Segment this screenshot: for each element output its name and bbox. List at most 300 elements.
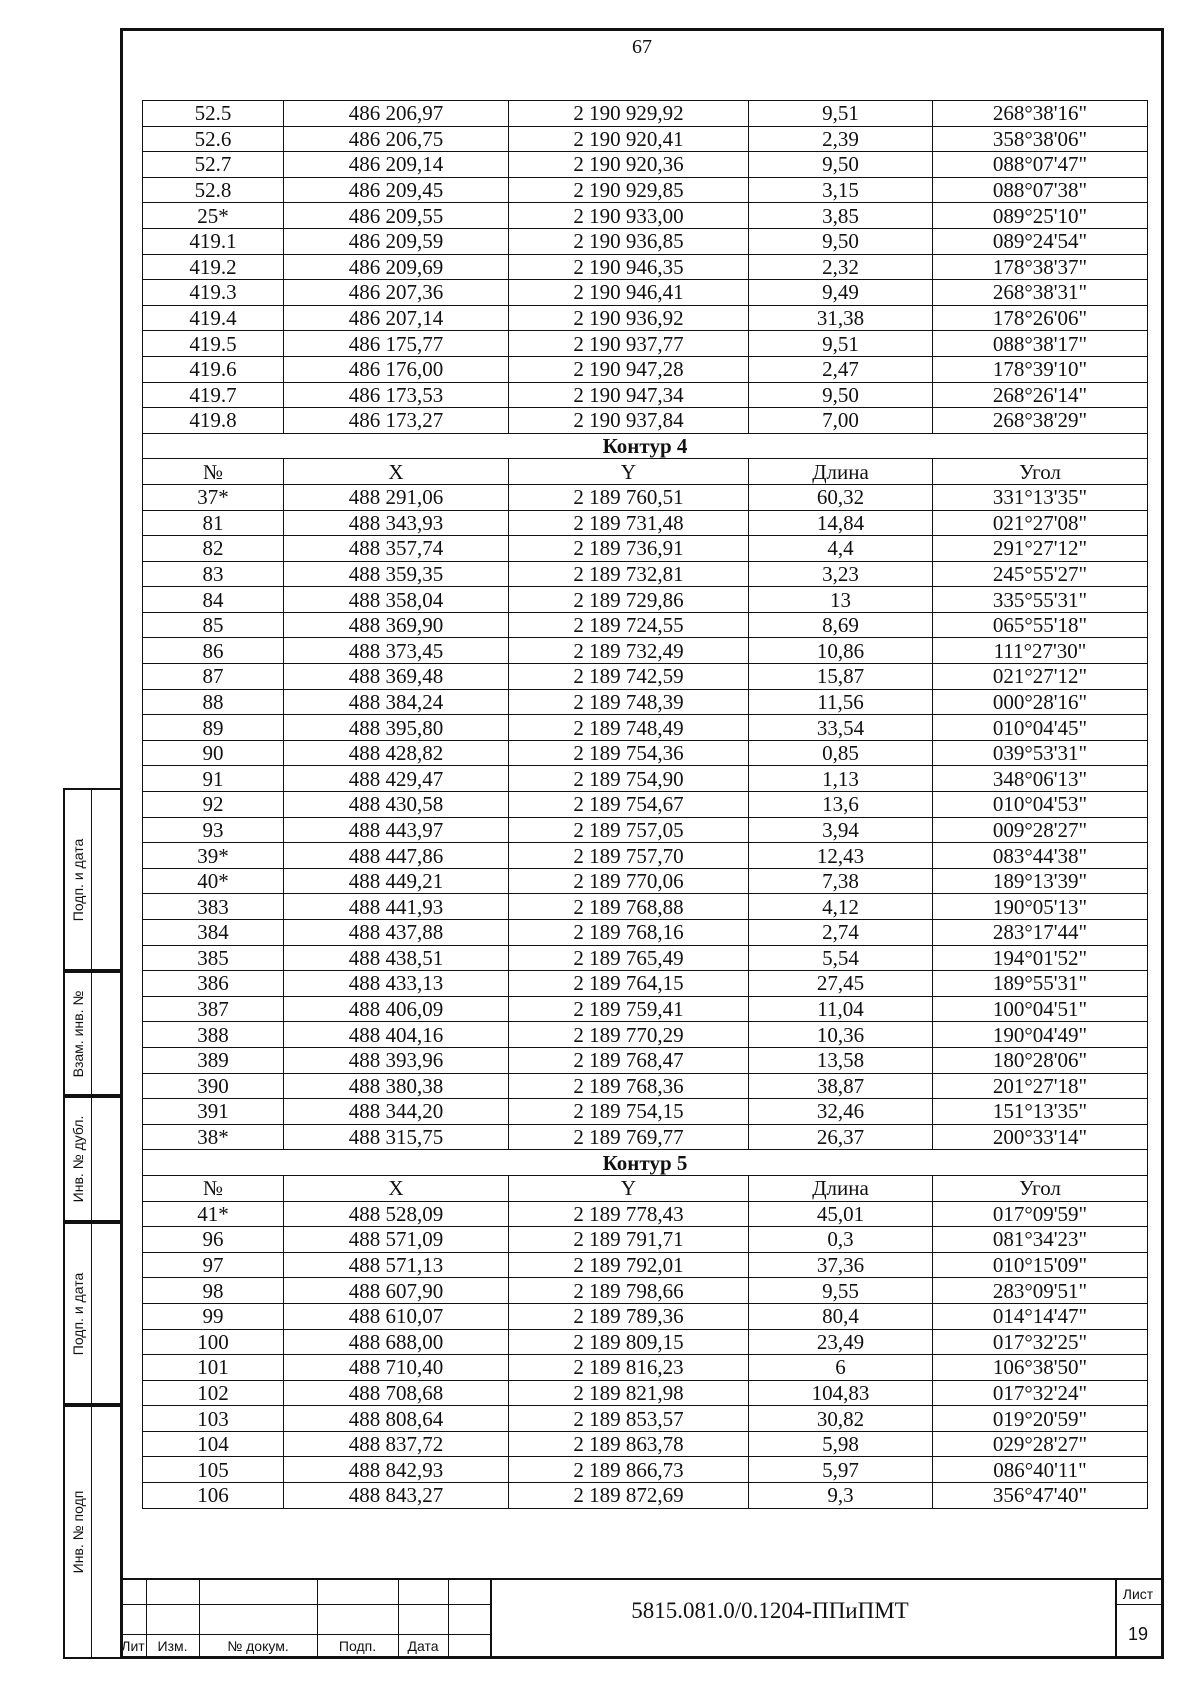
y-coordinate: 2 189 754,67	[509, 792, 749, 818]
length: 23,49	[749, 1329, 933, 1355]
point-number: 52.6	[143, 126, 284, 152]
y-coordinate: 2 189 770,06	[509, 868, 749, 894]
x-coordinate: 488 610,07	[284, 1303, 509, 1329]
x-coordinate: 488 369,90	[284, 612, 509, 638]
angle: 189°13'39"	[933, 868, 1148, 894]
angle: 021°27'08"	[933, 510, 1148, 536]
y-coordinate: 2 190 947,34	[509, 382, 749, 408]
angle: 086°40'11"	[933, 1457, 1148, 1483]
x-coordinate: 488 291,06	[284, 484, 509, 510]
table-row	[143, 1380, 1148, 1406]
table-row	[143, 817, 1148, 843]
table-row	[143, 280, 1148, 306]
x-coordinate: 488 429,47	[284, 766, 509, 792]
x-coordinate: 486 206,97	[284, 101, 509, 127]
table-row	[143, 228, 1148, 254]
length: 9,3	[749, 1483, 933, 1509]
length: 5,98	[749, 1431, 933, 1457]
length: 6	[749, 1355, 933, 1381]
angle: 088°38'17"	[933, 331, 1148, 357]
length: 0,85	[749, 740, 933, 766]
y-coordinate: 2 189 821,98	[509, 1380, 749, 1406]
length: 15,87	[749, 664, 933, 690]
angle: 021°27'12"	[933, 664, 1148, 690]
x-coordinate: 488 395,80	[284, 715, 509, 741]
point-number: 104	[143, 1431, 284, 1457]
column-header: Y	[509, 1175, 749, 1201]
point-number: 419.5	[143, 331, 284, 357]
x-coordinate: 488 343,93	[284, 510, 509, 536]
x-coordinate: 488 437,88	[284, 920, 509, 946]
sheet-number: 19	[1127, 1624, 1149, 1644]
table-row	[143, 510, 1148, 536]
table-row	[143, 484, 1148, 510]
table-row	[143, 945, 1148, 971]
point-number: 383	[143, 894, 284, 920]
length: 9,55	[749, 1278, 933, 1304]
length: 60,32	[749, 484, 933, 510]
x-coordinate: 486 176,00	[284, 356, 509, 382]
angle: 081°34'23"	[933, 1227, 1148, 1253]
table-row	[143, 561, 1148, 587]
length: 3,94	[749, 817, 933, 843]
column-header: Угол	[933, 1175, 1148, 1201]
x-coordinate: 488 607,90	[284, 1278, 509, 1304]
table-row	[143, 1099, 1148, 1125]
point-number: 389	[143, 1047, 284, 1073]
table-row	[143, 971, 1148, 997]
y-coordinate: 2 190 946,35	[509, 254, 749, 280]
length: 5,54	[749, 945, 933, 971]
point-number: 419.1	[143, 228, 284, 254]
length: 80,4	[749, 1303, 933, 1329]
point-number: 93	[143, 817, 284, 843]
table-row	[143, 1201, 1148, 1227]
point-number: 38*	[143, 1124, 284, 1150]
length: 2,47	[749, 356, 933, 382]
angle: 089°25'10"	[933, 203, 1148, 229]
x-coordinate: 488 447,86	[284, 843, 509, 869]
angle: 291°27'12"	[933, 536, 1148, 562]
x-coordinate: 486 209,45	[284, 177, 509, 203]
length: 13,6	[749, 792, 933, 818]
table-row	[143, 1406, 1148, 1432]
length: 10,36	[749, 1022, 933, 1048]
x-coordinate: 488 344,20	[284, 1099, 509, 1125]
point-number: 419.8	[143, 408, 284, 434]
table-row	[143, 638, 1148, 664]
x-coordinate: 488 688,00	[284, 1329, 509, 1355]
stamp-original-inv-no	[63, 1405, 120, 1659]
length: 0,3	[749, 1227, 933, 1253]
y-coordinate: 2 189 754,15	[509, 1099, 749, 1125]
length: 31,38	[749, 305, 933, 331]
title-block-label-revision: Изм.	[157, 1638, 188, 1654]
point-number: 105	[143, 1457, 284, 1483]
angle: 019°20'59"	[933, 1406, 1148, 1432]
column-header: №	[143, 1175, 284, 1201]
table-row	[143, 1457, 1148, 1483]
y-coordinate: 2 189 768,47	[509, 1047, 749, 1073]
stamp-duplicate-inv-no	[63, 1096, 120, 1222]
angle: 029°28'27"	[933, 1431, 1148, 1457]
table-row	[143, 305, 1148, 331]
length: 5,97	[749, 1457, 933, 1483]
point-number: 40*	[143, 868, 284, 894]
table-row	[143, 356, 1148, 382]
table-row	[143, 868, 1148, 894]
sheet-label: Лист	[1122, 1586, 1154, 1602]
angle: 283°17'44"	[933, 920, 1148, 946]
length: 2,74	[749, 920, 933, 946]
point-number: 52.8	[143, 177, 284, 203]
length: 9,51	[749, 331, 933, 357]
table-row	[143, 740, 1148, 766]
length: 37,36	[749, 1252, 933, 1278]
angle: 268°38'31"	[933, 280, 1148, 306]
y-coordinate: 2 189 770,29	[509, 1022, 749, 1048]
table-row	[143, 587, 1148, 613]
table-row	[143, 843, 1148, 869]
angle: 088°07'47"	[933, 152, 1148, 178]
column-header: Длина	[749, 459, 933, 485]
x-coordinate: 486 209,14	[284, 152, 509, 178]
table-row	[143, 177, 1148, 203]
y-coordinate: 2 189 736,91	[509, 536, 749, 562]
angle: 151°13'35"	[933, 1099, 1148, 1125]
angle: 245°55'27"	[933, 561, 1148, 587]
column-header: Угол	[933, 459, 1148, 485]
length: 104,83	[749, 1380, 933, 1406]
y-coordinate: 2 189 809,15	[509, 1329, 749, 1355]
angle: 083°44'38"	[933, 843, 1148, 869]
stamp-replacement-inv-no	[63, 971, 120, 1096]
x-coordinate: 486 173,27	[284, 408, 509, 434]
x-coordinate: 488 369,48	[284, 664, 509, 690]
angle: 189°55'31"	[933, 971, 1148, 997]
angle: 009°28'27"	[933, 817, 1148, 843]
y-coordinate: 2 190 929,85	[509, 177, 749, 203]
y-coordinate: 2 189 791,71	[509, 1227, 749, 1253]
x-coordinate: 488 837,72	[284, 1431, 509, 1457]
column-header: Y	[509, 459, 749, 485]
y-coordinate: 2 190 920,41	[509, 126, 749, 152]
length: 4,12	[749, 894, 933, 920]
stamp-signature-date-1	[63, 788, 120, 971]
table-row	[143, 1303, 1148, 1329]
point-number: 99	[143, 1303, 284, 1329]
y-coordinate: 2 190 946,41	[509, 280, 749, 306]
table-row	[143, 1252, 1148, 1278]
table-row	[143, 1329, 1148, 1355]
angle: 200°33'14"	[933, 1124, 1148, 1150]
point-number: 37*	[143, 484, 284, 510]
x-coordinate: 488 430,58	[284, 792, 509, 818]
point-number: 90	[143, 740, 284, 766]
column-header: №	[143, 459, 284, 485]
angle: 088°07'38"	[933, 177, 1148, 203]
point-number: 419.3	[143, 280, 284, 306]
point-number: 52.7	[143, 152, 284, 178]
y-coordinate: 2 189 792,01	[509, 1252, 749, 1278]
x-coordinate: 488 449,21	[284, 868, 509, 894]
x-coordinate: 488 357,74	[284, 536, 509, 562]
stamp-signature-date-2	[63, 1222, 120, 1405]
y-coordinate: 2 189 853,57	[509, 1406, 749, 1432]
x-coordinate: 488 708,68	[284, 1380, 509, 1406]
x-coordinate: 488 404,16	[284, 1022, 509, 1048]
x-coordinate: 486 209,55	[284, 203, 509, 229]
table-row	[143, 1355, 1148, 1381]
y-coordinate: 2 190 933,00	[509, 203, 749, 229]
table-header-row	[143, 459, 1148, 485]
x-coordinate: 488 406,09	[284, 996, 509, 1022]
x-coordinate: 488 315,75	[284, 1124, 509, 1150]
length: 2,32	[749, 254, 933, 280]
point-number: 96	[143, 1227, 284, 1253]
y-coordinate: 2 189 798,66	[509, 1278, 749, 1304]
angle: 268°26'14"	[933, 382, 1148, 408]
point-number: 103	[143, 1406, 284, 1432]
point-number: 84	[143, 587, 284, 613]
y-coordinate: 2 189 768,88	[509, 894, 749, 920]
angle: 178°26'06"	[933, 305, 1148, 331]
length: 12,43	[749, 843, 933, 869]
x-coordinate: 488 373,45	[284, 638, 509, 664]
angle: 194°01'52"	[933, 945, 1148, 971]
y-coordinate: 2 190 920,36	[509, 152, 749, 178]
angle: 089°24'54"	[933, 228, 1148, 254]
point-number: 97	[143, 1252, 284, 1278]
length: 2,39	[749, 126, 933, 152]
y-coordinate: 2 189 729,86	[509, 587, 749, 613]
x-coordinate: 486 207,14	[284, 305, 509, 331]
point-number: 101	[143, 1355, 284, 1381]
y-coordinate: 2 189 768,36	[509, 1073, 749, 1099]
title-block	[120, 1578, 1164, 1659]
x-coordinate: 488 438,51	[284, 945, 509, 971]
point-number: 25*	[143, 203, 284, 229]
table-row	[143, 408, 1148, 434]
table-row	[143, 1124, 1148, 1150]
point-number: 91	[143, 766, 284, 792]
point-number: 419.4	[143, 305, 284, 331]
point-number: 386	[143, 971, 284, 997]
angle: 000°28'16"	[933, 689, 1148, 715]
x-coordinate: 488 843,27	[284, 1483, 509, 1509]
length: 11,56	[749, 689, 933, 715]
x-coordinate: 486 206,75	[284, 126, 509, 152]
table-row	[143, 689, 1148, 715]
y-coordinate: 2 189 754,90	[509, 766, 749, 792]
angle: 010°04'45"	[933, 715, 1148, 741]
point-number: 102	[143, 1380, 284, 1406]
angle: 283°09'51"	[933, 1278, 1148, 1304]
point-number: 106	[143, 1483, 284, 1509]
y-coordinate: 2 189 748,39	[509, 689, 749, 715]
length: 4,4	[749, 536, 933, 562]
angle: 178°38'37"	[933, 254, 1148, 280]
y-coordinate: 2 190 936,85	[509, 228, 749, 254]
angle: 014°14'47"	[933, 1303, 1148, 1329]
angle: 180°28'06"	[933, 1047, 1148, 1073]
table-row	[143, 126, 1148, 152]
y-coordinate: 2 189 742,59	[509, 664, 749, 690]
angle: 348°06'13"	[933, 766, 1148, 792]
column-header: Длина	[749, 1175, 933, 1201]
table-row	[143, 612, 1148, 638]
title-block-label-lit: Лит	[121, 1638, 145, 1654]
stamp-label: Подп. и дата	[70, 1272, 86, 1355]
x-coordinate: 488 433,13	[284, 971, 509, 997]
angle: 010°04'53"	[933, 792, 1148, 818]
point-number: 390	[143, 1073, 284, 1099]
table-row	[143, 254, 1148, 280]
x-coordinate: 488 384,24	[284, 689, 509, 715]
table-row	[143, 715, 1148, 741]
point-number: 98	[143, 1278, 284, 1304]
contour-title-row	[143, 433, 1148, 459]
point-number: 419.2	[143, 254, 284, 280]
point-number: 41*	[143, 1201, 284, 1227]
length: 7,00	[749, 408, 933, 434]
length: 9,51	[749, 101, 933, 127]
x-coordinate: 488 528,09	[284, 1201, 509, 1227]
angle: 331°13'35"	[933, 484, 1148, 510]
x-coordinate: 486 209,59	[284, 228, 509, 254]
column-header: X	[284, 1175, 509, 1201]
title-block-label-date: Дата	[407, 1638, 439, 1654]
y-coordinate: 2 189 760,51	[509, 484, 749, 510]
table-header-row	[143, 1175, 1148, 1201]
length: 11,04	[749, 996, 933, 1022]
point-number: 388	[143, 1022, 284, 1048]
x-coordinate: 488 441,93	[284, 894, 509, 920]
stamp-label: Инв. № дубл.	[70, 1115, 86, 1203]
y-coordinate: 2 189 863,78	[509, 1431, 749, 1457]
x-coordinate: 486 173,53	[284, 382, 509, 408]
point-number: 384	[143, 920, 284, 946]
table-row	[143, 1431, 1148, 1457]
length: 9,49	[749, 280, 933, 306]
table-row	[143, 1278, 1148, 1304]
x-coordinate: 488 710,40	[284, 1355, 509, 1381]
length: 14,84	[749, 510, 933, 536]
x-coordinate: 488 571,09	[284, 1227, 509, 1253]
angle: 358°38'06"	[933, 126, 1148, 152]
angle: 268°38'16"	[933, 101, 1148, 127]
coordinates-table-body	[143, 101, 1148, 1509]
angle: 201°27'18"	[933, 1073, 1148, 1099]
angle: 190°05'13"	[933, 894, 1148, 920]
x-coordinate: 488 380,38	[284, 1073, 509, 1099]
table-row	[143, 1483, 1148, 1509]
y-coordinate: 2 190 937,77	[509, 331, 749, 357]
contour-title: Контур 4	[143, 433, 1148, 459]
length: 33,54	[749, 715, 933, 741]
y-coordinate: 2 189 765,49	[509, 945, 749, 971]
y-coordinate: 2 189 731,48	[509, 510, 749, 536]
point-number: 39*	[143, 843, 284, 869]
stamp-label: Взам. инв. №	[70, 990, 86, 1077]
length: 26,37	[749, 1124, 933, 1150]
length: 27,45	[749, 971, 933, 997]
length: 45,01	[749, 1201, 933, 1227]
point-number: 387	[143, 996, 284, 1022]
angle: 335°55'31"	[933, 587, 1148, 613]
point-number: 52.5	[143, 101, 284, 127]
table-row	[143, 920, 1148, 946]
page-number: 67	[632, 36, 652, 58]
length: 3,85	[749, 203, 933, 229]
table-row	[143, 1073, 1148, 1099]
y-coordinate: 2 189 759,41	[509, 996, 749, 1022]
table-row	[143, 536, 1148, 562]
column-header: X	[284, 459, 509, 485]
point-number: 391	[143, 1099, 284, 1125]
angle: 017°09'59"	[933, 1201, 1148, 1227]
point-number: 83	[143, 561, 284, 587]
angle: 190°04'49"	[933, 1022, 1148, 1048]
point-number: 82	[143, 536, 284, 562]
table-row	[143, 1227, 1148, 1253]
length: 7,38	[749, 868, 933, 894]
document-code: 5815.081.0/0.1204-ППиПМТ	[631, 1598, 909, 1623]
x-coordinate: 488 358,04	[284, 587, 509, 613]
angle: 100°04'51"	[933, 996, 1148, 1022]
x-coordinate: 488 842,93	[284, 1457, 509, 1483]
y-coordinate: 2 189 778,43	[509, 1201, 749, 1227]
x-coordinate: 488 443,97	[284, 817, 509, 843]
table-row	[143, 101, 1148, 127]
coordinates-table	[142, 100, 1148, 1509]
y-coordinate: 2 190 947,28	[509, 356, 749, 382]
stamp-label: Подп. и дата	[70, 838, 86, 921]
table-row	[143, 1047, 1148, 1073]
table-row	[143, 203, 1148, 229]
point-number: 89	[143, 715, 284, 741]
point-number: 100	[143, 1329, 284, 1355]
angle: 065°55'18"	[933, 612, 1148, 638]
y-coordinate: 2 189 754,36	[509, 740, 749, 766]
y-coordinate: 2 189 866,73	[509, 1457, 749, 1483]
angle: 356°47'40"	[933, 1483, 1148, 1509]
y-coordinate: 2 189 789,36	[509, 1303, 749, 1329]
x-coordinate: 488 428,82	[284, 740, 509, 766]
table-row	[143, 664, 1148, 690]
angle: 268°38'29"	[933, 408, 1148, 434]
point-number: 385	[143, 945, 284, 971]
angle: 178°39'10"	[933, 356, 1148, 382]
title-block-label-document-no: № докум.	[227, 1638, 289, 1654]
angle: 106°38'50"	[933, 1355, 1148, 1381]
table-row	[143, 766, 1148, 792]
y-coordinate: 2 190 936,92	[509, 305, 749, 331]
y-coordinate: 2 189 816,23	[509, 1355, 749, 1381]
point-number: 85	[143, 612, 284, 638]
length: 9,50	[749, 228, 933, 254]
y-coordinate: 2 189 732,81	[509, 561, 749, 587]
angle: 017°32'25"	[933, 1329, 1148, 1355]
y-coordinate: 2 189 768,16	[509, 920, 749, 946]
contour-title-row	[143, 1150, 1148, 1176]
length: 3,15	[749, 177, 933, 203]
length: 9,50	[749, 152, 933, 178]
angle: 017°32'24"	[933, 1380, 1148, 1406]
length: 10,86	[749, 638, 933, 664]
stamp-label: Инв. № подп	[70, 1490, 86, 1574]
y-coordinate: 2 189 732,49	[509, 638, 749, 664]
